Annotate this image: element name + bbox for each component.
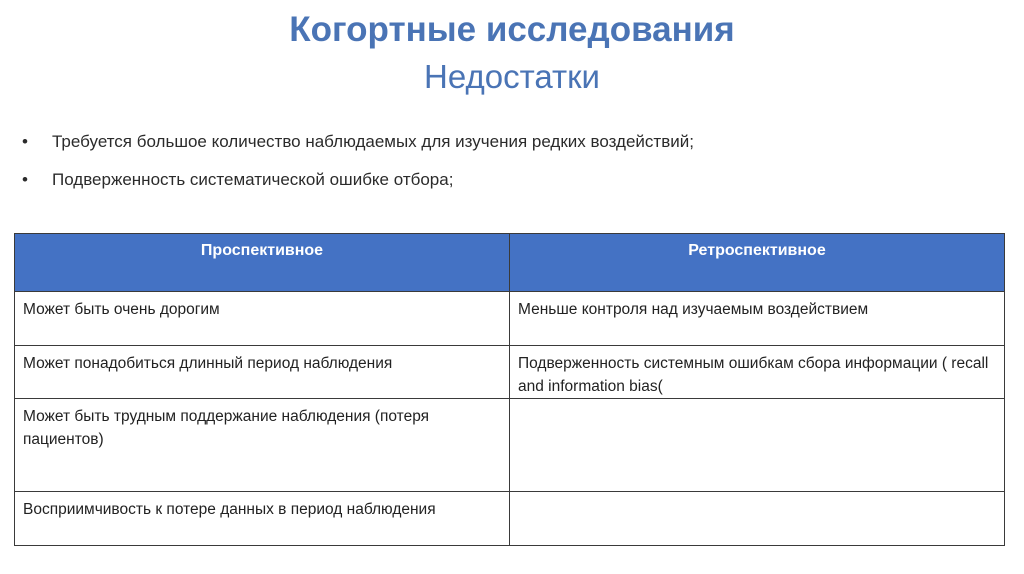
slide-title-block [0, 8, 1024, 98]
bullet-text: Подверженность систематической ошибке отбора; [52, 170, 454, 189]
table-cell: Может быть трудным поддержание наблюдения (потеря пациентов) [15, 399, 510, 492]
slide-title: Когортные исследования [289, 10, 735, 49]
table-cell: Подверженность системным ошибкам сбора информации ( recall and information bias( [510, 346, 1005, 399]
table-row [15, 399, 1005, 492]
table-header-row [15, 234, 1005, 292]
table-row [15, 346, 1005, 399]
bullet-item [22, 168, 1002, 192]
table-cell: Может быть очень дорогим [15, 292, 510, 346]
bullet-marker: • [22, 170, 28, 189]
table-cell: Меньше контроля над изучаемым воздействием [510, 292, 1005, 346]
table-row [15, 492, 1005, 546]
table-cell: Восприимчивость к потере данных в период наблюдения [15, 492, 510, 546]
header-prospective: Проспективное [15, 234, 510, 292]
comparison-table [14, 233, 1005, 546]
bullet-text: Требуется большое количество наблюдаемых для изучения редких воздействий; [52, 132, 694, 151]
bullet-list [22, 130, 1002, 206]
slide-subtitle: Недостатки [424, 58, 600, 95]
header-retrospective: Ретроспективное [510, 234, 1005, 292]
bullet-marker: • [22, 132, 28, 151]
bullet-item [22, 130, 1002, 154]
table-cell [510, 399, 1005, 492]
table-cell: Может понадобиться длинный период наблюдения [15, 346, 510, 399]
table-cell [510, 492, 1005, 546]
table-row [15, 292, 1005, 346]
